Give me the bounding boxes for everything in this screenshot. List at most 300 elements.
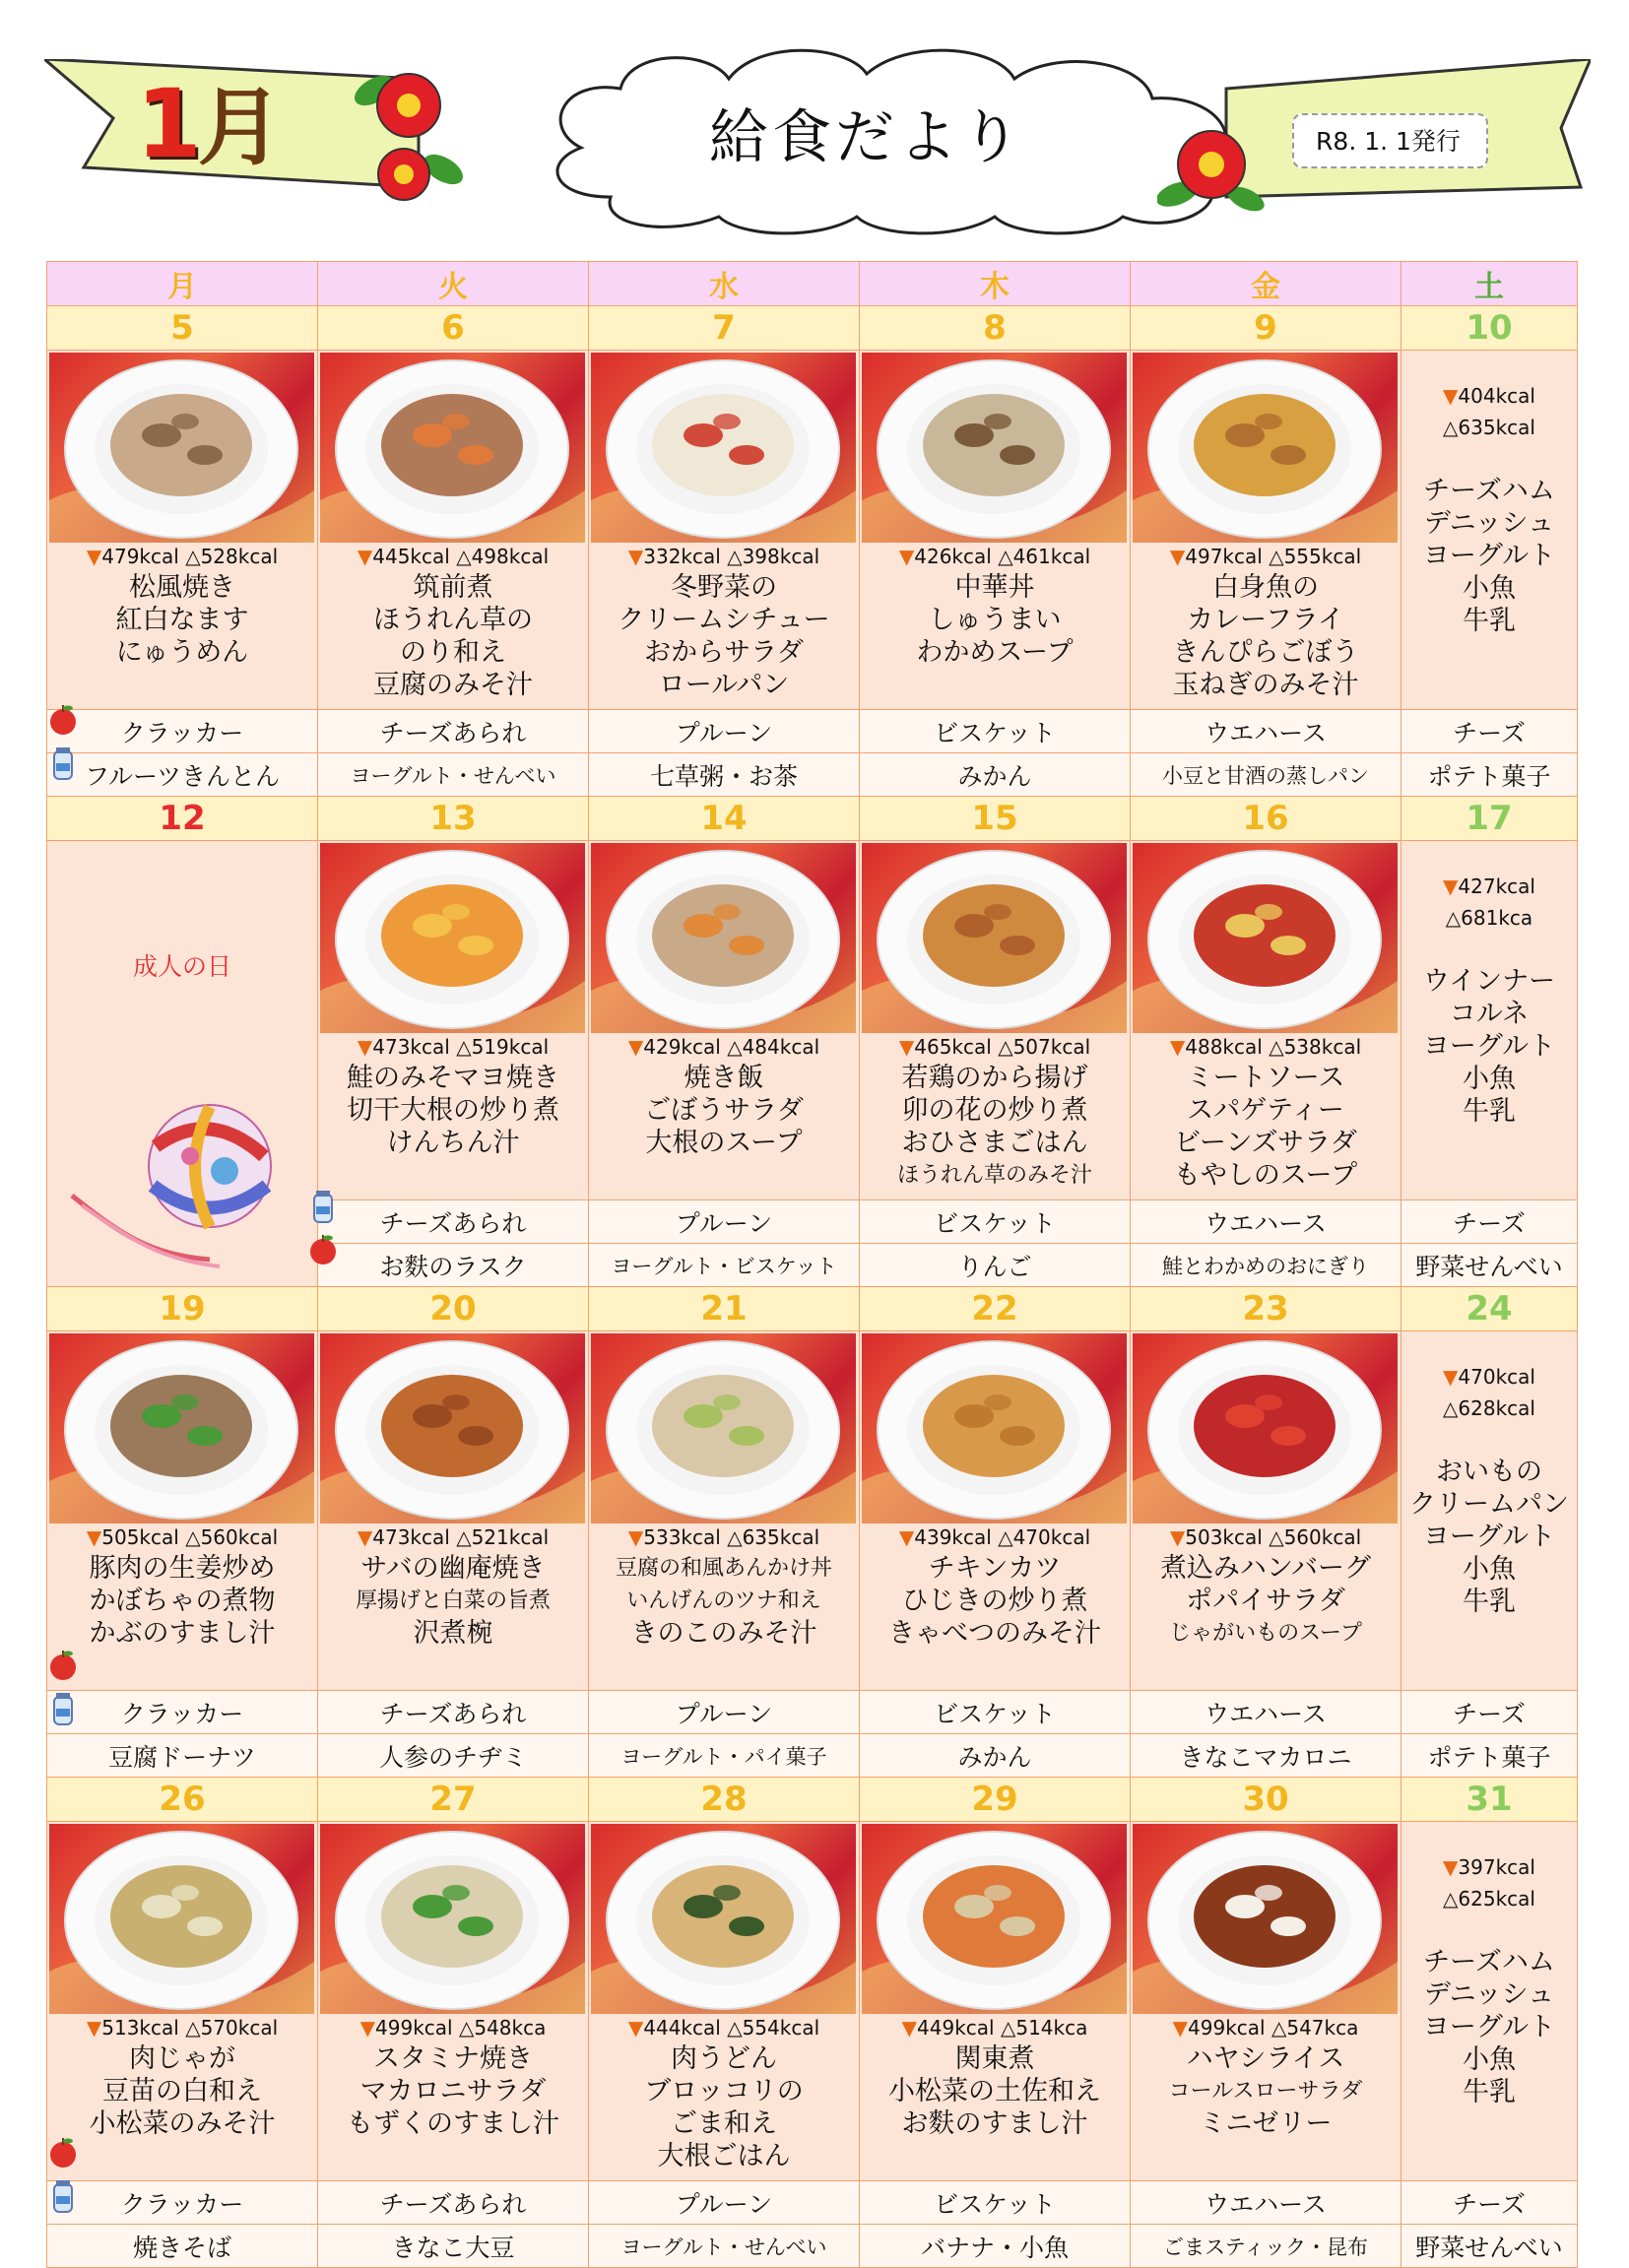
month-label bbox=[136, 69, 279, 179]
plate-icon bbox=[591, 353, 856, 543]
snack-item: チーズ bbox=[1401, 1691, 1578, 1734]
apple-icon bbox=[47, 702, 79, 738]
snack-item: りんご bbox=[860, 1244, 1131, 1287]
kcal-range bbox=[318, 1035, 588, 1059]
saturday-cell bbox=[1401, 351, 1578, 710]
saturday-menu bbox=[1401, 1822, 1577, 2108]
dish-list bbox=[860, 1062, 1130, 1192]
morning-snack-row bbox=[47, 1691, 1578, 1734]
kcal-high: △484kcal bbox=[727, 1035, 820, 1059]
kcal-low: ▼533kcal bbox=[627, 1525, 721, 1549]
snack-item: 小豆と甘酒の蒸しパン bbox=[1131, 753, 1401, 797]
meal-cell bbox=[318, 841, 589, 1200]
kcal-high: △570kcal bbox=[185, 2016, 279, 2040]
kcal-high: △528kcal bbox=[185, 545, 279, 568]
kcal-high: △635kcal bbox=[1443, 416, 1535, 439]
snack-item: チーズ bbox=[1401, 710, 1578, 753]
dish-name: 小松菜の土佐和え bbox=[888, 2076, 1101, 2106]
spacer bbox=[1401, 1424, 1577, 1456]
snack-item: プルーン bbox=[589, 1200, 860, 1244]
spacer bbox=[1401, 1914, 1577, 1946]
spacer bbox=[1401, 934, 1577, 965]
dish-name: 卯の花の炒り煮 bbox=[901, 1095, 1088, 1126]
weekday-mon: 月 bbox=[47, 262, 318, 306]
plate-icon bbox=[591, 843, 856, 1033]
meal-cell bbox=[589, 1822, 860, 2181]
meal-cell bbox=[1131, 1822, 1401, 2181]
snack-item: クラッカー bbox=[47, 710, 318, 753]
camellia-icon bbox=[1157, 110, 1266, 228]
milk-bottle-icon bbox=[47, 2178, 79, 2214]
dish-name: ウインナー bbox=[1422, 966, 1556, 997]
snack-item: ウエハース bbox=[1131, 2181, 1401, 2225]
kcal-high: △628kcal bbox=[1443, 1396, 1535, 1420]
snack-item: ウエハース bbox=[1131, 1200, 1401, 1244]
dish-name: マカロニサラダ bbox=[359, 2076, 547, 2106]
dish-name: 牛乳 bbox=[1463, 606, 1516, 636]
snack-item: ビスケット bbox=[860, 1200, 1131, 1244]
weekday-fri: 金 bbox=[1131, 262, 1401, 306]
holiday-cell bbox=[47, 841, 318, 1287]
snack-item: ヨーグルト・ビスケット bbox=[589, 1244, 860, 1287]
dish-name: ビーンズサラダ bbox=[1174, 1128, 1357, 1158]
meal-row bbox=[47, 841, 1578, 1200]
date-number: 12 bbox=[47, 797, 318, 841]
milk-bottle-icon bbox=[307, 1189, 339, 1224]
snack-item: クラッカー bbox=[47, 1691, 318, 1734]
kcal-low: ▼427kcal bbox=[1443, 875, 1535, 898]
kcal-high: △461kcal bbox=[998, 545, 1091, 568]
food-photo bbox=[1133, 843, 1398, 1033]
kcal-range bbox=[860, 2016, 1130, 2040]
snack-item: ビスケット bbox=[860, 1691, 1131, 1734]
date-number: 16 bbox=[1131, 797, 1401, 841]
kcal-low: ▼465kcal bbox=[898, 1035, 992, 1059]
snack-item: ポテト菓子 bbox=[1401, 1734, 1578, 1778]
date-number: 19 bbox=[47, 1287, 318, 1331]
snack-item: ヨーグルト・せんべい bbox=[589, 2225, 860, 2268]
afternoon-snack-row bbox=[47, 753, 1578, 797]
date-number: 20 bbox=[318, 1287, 589, 1331]
dish-name: おひさまごはん bbox=[901, 1128, 1088, 1158]
dish-name: 関東煮 bbox=[954, 2043, 1035, 2074]
dish-name: ヨーグルト bbox=[1422, 1031, 1556, 1062]
kcal-range bbox=[1131, 2016, 1401, 2040]
kcal-range bbox=[318, 1525, 588, 1549]
dish-name: 豆腐のみそ汁 bbox=[373, 670, 533, 700]
food-photo bbox=[862, 843, 1127, 1033]
dish-name: 牛乳 bbox=[1463, 1587, 1516, 1617]
meal-cell bbox=[860, 841, 1131, 1200]
plate-icon bbox=[1133, 843, 1398, 1033]
kcal-low: ▼488kcal bbox=[1169, 1035, 1263, 1059]
dish-name: きゃべつのみそ汁 bbox=[888, 1618, 1101, 1649]
dish-name: きのこのみそ汁 bbox=[630, 1618, 817, 1649]
dish-list bbox=[589, 1552, 859, 1650]
kcal-range bbox=[860, 1525, 1130, 1549]
plate-icon bbox=[320, 1333, 585, 1523]
snack-item: みかん bbox=[860, 753, 1131, 797]
dish-name: 牛乳 bbox=[1463, 2077, 1516, 2107]
food-photo bbox=[1133, 1824, 1398, 2014]
date-number: 28 bbox=[589, 1778, 860, 1822]
dish-name: けんちん汁 bbox=[386, 1128, 520, 1158]
food-photo bbox=[591, 353, 856, 543]
meal-cell bbox=[860, 1331, 1131, 1691]
snack-item: プルーン bbox=[589, 710, 860, 753]
spacer bbox=[1401, 443, 1577, 475]
snack-item: ポテト菓子 bbox=[1401, 753, 1578, 797]
food-photo bbox=[1133, 353, 1398, 543]
dish-name: 厚揚げと白菜の旨煮 bbox=[355, 1588, 551, 1613]
meal-row bbox=[47, 1822, 1578, 2181]
kcal-high: △470kcal bbox=[998, 1525, 1091, 1549]
kcal-low: ▼332kcal bbox=[627, 545, 721, 568]
date-number: 21 bbox=[589, 1287, 860, 1331]
kcal-low: ▼473kcal bbox=[357, 1035, 450, 1059]
snack-item: きなこ大豆 bbox=[318, 2225, 589, 2268]
kcal-low: ▼429kcal bbox=[627, 1035, 721, 1059]
food-photo bbox=[862, 1824, 1127, 2014]
kcal-range bbox=[589, 545, 859, 568]
dish-name: かぶのすまし汁 bbox=[89, 1618, 276, 1649]
milk-bottle-icon bbox=[47, 745, 79, 781]
dish-name: ひじきの炒り煮 bbox=[901, 1586, 1088, 1616]
meal-cell bbox=[860, 1822, 1131, 2181]
page-title: 給食だより bbox=[709, 103, 1024, 172]
dish-name: 豆苗の白和え bbox=[102, 2076, 262, 2106]
dish-name: かぼちゃの煮物 bbox=[89, 1586, 276, 1616]
dish-name: ブロッコリの bbox=[644, 2076, 804, 2106]
meal-cell bbox=[589, 841, 860, 1200]
dish-list bbox=[318, 1552, 588, 1650]
meal-cell bbox=[318, 1331, 589, 1691]
snack-item: チーズあられ bbox=[318, 1200, 589, 1244]
dish-name: 玉ねぎのみそ汁 bbox=[1172, 670, 1359, 700]
kcal-high: △521kcal bbox=[456, 1525, 550, 1549]
food-photo bbox=[862, 1333, 1127, 1523]
morning-snack-row bbox=[47, 710, 1578, 753]
saturday-menu bbox=[1401, 351, 1577, 637]
kcal-high: △560kcal bbox=[185, 1525, 279, 1549]
dish-name: きんぴらごぼう bbox=[1172, 637, 1359, 668]
dish-name: ヨーグルト bbox=[1422, 2012, 1556, 2042]
snack-item: チーズ bbox=[1401, 1200, 1578, 1244]
date-number: 24 bbox=[1401, 1287, 1578, 1331]
month-number: 1 bbox=[136, 69, 198, 179]
dish-list bbox=[1131, 571, 1401, 701]
dish-name: ごま和え bbox=[671, 2108, 777, 2139]
meal-cell bbox=[1131, 1331, 1401, 1691]
dish-name: ヨーグルト bbox=[1422, 1522, 1556, 1552]
kcal-high: △625kcal bbox=[1443, 1887, 1535, 1911]
dish-name: 鮭のみそマヨ焼き bbox=[347, 1063, 559, 1093]
kcal-range bbox=[318, 2016, 588, 2040]
kcal-low: ▼426kcal bbox=[898, 545, 992, 568]
holiday-label: 成人の日 bbox=[132, 952, 231, 981]
plate-icon bbox=[862, 843, 1127, 1033]
date-number: 7 bbox=[589, 306, 860, 351]
plate-icon bbox=[320, 353, 585, 543]
kcal-high: △519kcal bbox=[456, 1035, 550, 1059]
date-row bbox=[47, 1778, 1578, 1822]
plate-icon bbox=[320, 1824, 585, 2014]
apple-icon bbox=[47, 1648, 79, 1683]
dish-name: 筑前煮 bbox=[413, 572, 493, 603]
dish-name: 牛乳 bbox=[1463, 1096, 1516, 1127]
milk-bottle-icon bbox=[47, 1691, 79, 1726]
dish-list bbox=[318, 571, 588, 701]
date-row bbox=[47, 797, 1578, 841]
dish-name: わかめスープ bbox=[916, 637, 1074, 668]
dish-name: チーズハム bbox=[1423, 476, 1555, 506]
snack-item: ウエハース bbox=[1131, 1691, 1401, 1734]
snack-item: 人参のチヂミ bbox=[318, 1734, 589, 1778]
weekday-wed: 水 bbox=[589, 262, 860, 306]
food-photo bbox=[862, 353, 1127, 543]
date-number: 31 bbox=[1401, 1778, 1578, 1822]
morning-snack-row bbox=[47, 2181, 1578, 2225]
dish-name: 大根ごはん bbox=[657, 2141, 791, 2171]
dish-name: にゅうめん bbox=[115, 637, 249, 668]
dish-name: 肉うどん bbox=[671, 2043, 777, 2074]
snack-item: チーズあられ bbox=[318, 710, 589, 753]
dish-name: もずくのすまし汁 bbox=[347, 2108, 559, 2139]
kcal-low: ▼439kcal bbox=[898, 1525, 992, 1549]
saturday-cell bbox=[1401, 841, 1578, 1200]
date-row bbox=[47, 1287, 1578, 1331]
kcal-high: △548kca bbox=[458, 2016, 547, 2040]
header-banner bbox=[0, 0, 1629, 256]
snack-item: ビスケット bbox=[860, 710, 1131, 753]
meal-cell bbox=[589, 1331, 860, 1691]
kcal-high: △681kca bbox=[1445, 906, 1533, 930]
snack-item: チーズあられ bbox=[318, 2181, 589, 2225]
kcal-range bbox=[1131, 1035, 1401, 1059]
weekday-sat: 土 bbox=[1401, 262, 1578, 306]
dish-name: スタミナ焼き bbox=[373, 2043, 533, 2074]
dish-name: スパゲティー bbox=[1187, 1095, 1344, 1126]
dish-list bbox=[47, 2042, 317, 2140]
dish-name: ミートソース bbox=[1186, 1063, 1345, 1093]
kcal-low: ▼470kcal bbox=[1443, 1365, 1535, 1389]
kcal-low: ▼505kcal bbox=[86, 1525, 179, 1549]
dish-name: デニッシュ bbox=[1423, 1979, 1555, 2010]
snack-item: 豆腐ドーナツ bbox=[47, 1734, 318, 1778]
snack-item: ヨーグルト・せんべい bbox=[318, 753, 589, 797]
date-number: 29 bbox=[860, 1778, 1131, 1822]
kcal-low: ▼503kcal bbox=[1169, 1525, 1263, 1549]
plate-icon bbox=[1133, 1333, 1398, 1523]
date-number: 9 bbox=[1131, 306, 1401, 351]
food-photo bbox=[591, 843, 856, 1033]
snack-item: きなこマカロニ bbox=[1131, 1734, 1401, 1778]
dish-name: じゃがいものスープ bbox=[1169, 1621, 1362, 1646]
kcal-low: ▼499kcal bbox=[359, 2016, 453, 2040]
dish-list bbox=[860, 2042, 1130, 2140]
dish-name: 中華丼 bbox=[954, 572, 1035, 603]
kcal-low: ▼473kcal bbox=[357, 1525, 450, 1549]
kcal-high: △498kcal bbox=[456, 545, 550, 568]
dish-name: 紅白なます bbox=[115, 605, 249, 635]
kcal-low: ▼397kcal bbox=[1443, 1855, 1535, 1879]
kcal-low: ▼404kcal bbox=[1443, 384, 1535, 408]
plate-icon bbox=[1133, 1824, 1398, 2014]
kcal-high: △398kcal bbox=[727, 545, 820, 568]
kcal-range bbox=[589, 2016, 859, 2040]
dish-name: チキンカツ bbox=[928, 1553, 1062, 1584]
saturday-menu bbox=[1401, 1331, 1577, 1618]
saturday-menu bbox=[1401, 841, 1577, 1128]
dish-list bbox=[589, 571, 859, 701]
snack-item: 野菜せんべい bbox=[1401, 1244, 1578, 1287]
meal-row bbox=[47, 1331, 1578, 1691]
meal-cell bbox=[589, 351, 860, 710]
dish-name: 大根のスープ bbox=[645, 1128, 803, 1158]
dish-name: ミニゼリー bbox=[1199, 2108, 1333, 2139]
dish-name: デニッシュ bbox=[1423, 508, 1555, 539]
dish-name: 沢煮椀 bbox=[413, 1618, 493, 1649]
date-number: 30 bbox=[1131, 1778, 1401, 1822]
dish-list bbox=[589, 2042, 859, 2172]
kcal-range bbox=[47, 545, 317, 568]
date-number: 15 bbox=[860, 797, 1131, 841]
meal-cell bbox=[860, 351, 1131, 710]
dish-name: 切干大根の炒り煮 bbox=[347, 1095, 559, 1126]
dish-name: お麩のすまし汁 bbox=[901, 2108, 1088, 2139]
camellia-icon bbox=[350, 51, 468, 209]
kcal-low: ▼445kcal bbox=[357, 545, 450, 568]
temari-ball-icon bbox=[62, 1087, 279, 1274]
kcal-low: ▼513kcal bbox=[86, 2016, 179, 2040]
food-photo bbox=[49, 1824, 314, 2014]
plate-icon bbox=[862, 353, 1127, 543]
meal-cell bbox=[47, 1822, 318, 2181]
snack-item: 鮭とわかめのおにぎり bbox=[1131, 1244, 1401, 1287]
dish-name: 松風焼き bbox=[129, 572, 235, 603]
dish-name: おからサラダ bbox=[644, 637, 804, 668]
dish-name: クリームシチュー bbox=[618, 605, 830, 635]
snack-item: チーズあられ bbox=[318, 1691, 589, 1734]
meal-cell bbox=[47, 1331, 318, 1691]
dish-name: 豆腐の和風あんかけ丼 bbox=[615, 1556, 832, 1581]
dish-name: のり和え bbox=[400, 637, 506, 668]
plate-icon bbox=[1133, 353, 1398, 543]
food-photo bbox=[320, 843, 585, 1033]
dish-name: 冬野菜の bbox=[671, 572, 777, 603]
kcal-low: ▼444kcal bbox=[627, 2016, 721, 2040]
dish-name: いんげんのツナ和え bbox=[626, 1588, 821, 1613]
snack-item: ビスケット bbox=[860, 2181, 1131, 2225]
kcal-low: ▼479kcal bbox=[86, 545, 179, 568]
afternoon-snack-row bbox=[47, 1734, 1578, 1778]
kcal-low: ▼497kcal bbox=[1169, 545, 1263, 568]
dish-name: 小魚 bbox=[1463, 1554, 1516, 1585]
plate-icon bbox=[591, 1824, 856, 2014]
kcal-high: △514kca bbox=[1000, 2016, 1088, 2040]
dish-list bbox=[47, 1552, 317, 1650]
snack-item: 七草粥・お茶 bbox=[589, 753, 860, 797]
kcal-high: △547kca bbox=[1271, 2016, 1359, 2040]
dish-list bbox=[860, 1552, 1130, 1650]
kcal-range bbox=[860, 1035, 1130, 1059]
food-photo bbox=[320, 1333, 585, 1523]
food-photo bbox=[320, 1824, 585, 2014]
plate-icon bbox=[862, 1824, 1127, 2014]
kcal-range bbox=[589, 1035, 859, 1059]
dish-name: コルネ bbox=[1449, 999, 1530, 1029]
date-number: 26 bbox=[47, 1778, 318, 1822]
weekday-tue: 火 bbox=[318, 262, 589, 306]
dish-name: サバの幽庵焼き bbox=[360, 1553, 546, 1584]
kcal-high: △560kcal bbox=[1269, 1525, 1362, 1549]
dish-list bbox=[860, 571, 1130, 669]
dish-name: 小魚 bbox=[1463, 1064, 1516, 1094]
kcal-range bbox=[47, 1525, 317, 1549]
weekday-thu: 木 bbox=[860, 262, 1131, 306]
snack-item: プルーン bbox=[589, 2181, 860, 2225]
meal-cell bbox=[1131, 841, 1401, 1200]
plate-icon bbox=[591, 1333, 856, 1523]
snack-item: プルーン bbox=[589, 1691, 860, 1734]
date-number: 22 bbox=[860, 1287, 1131, 1331]
dish-name: もやしのスープ bbox=[1173, 1160, 1358, 1191]
food-photo bbox=[49, 353, 314, 543]
dish-name: ごぼうサラダ bbox=[644, 1095, 804, 1126]
food-photo bbox=[320, 353, 585, 543]
date-number: 8 bbox=[860, 306, 1131, 351]
dish-list bbox=[1131, 1062, 1401, 1192]
dish-list bbox=[1131, 2042, 1401, 2140]
food-photo bbox=[49, 1333, 314, 1523]
kcal-range bbox=[47, 2016, 317, 2040]
kcal-low: ▼449kcal bbox=[901, 2016, 995, 2040]
kcal-range bbox=[318, 545, 588, 568]
kcal-range bbox=[589, 1525, 859, 1549]
date-number: 14 bbox=[589, 797, 860, 841]
dish-name: 小松菜のみそ汁 bbox=[89, 2108, 276, 2139]
dish-list bbox=[589, 1062, 859, 1159]
dish-name: 小魚 bbox=[1463, 573, 1516, 604]
dish-name: ほうれん草のみそ汁 bbox=[896, 1163, 1092, 1188]
snack-item: クラッカー bbox=[47, 2181, 318, 2225]
dish-name: コールスローサラダ bbox=[1168, 2079, 1363, 2104]
snack-item: お麩のラスク bbox=[318, 1244, 589, 1287]
date-number: 10 bbox=[1401, 306, 1578, 351]
dish-name: 肉じゃが bbox=[129, 2043, 235, 2074]
kcal-low: ▼499kcal bbox=[1172, 2016, 1266, 2040]
dish-name: 若鶏のから揚げ bbox=[901, 1063, 1088, 1093]
snack-item: ごまスティック・昆布 bbox=[1131, 2225, 1401, 2268]
plate-icon bbox=[49, 1824, 314, 2014]
date-number: 17 bbox=[1401, 797, 1578, 841]
date-row bbox=[47, 306, 1578, 351]
dish-name: ほうれん草の bbox=[373, 605, 533, 635]
kcal-high: △635kcal bbox=[727, 1525, 820, 1549]
plate-icon bbox=[49, 353, 314, 543]
snack-item: ヨーグルト・パイ菓子 bbox=[589, 1734, 860, 1778]
meal-row bbox=[47, 351, 1578, 710]
snack-item: 野菜せんべい bbox=[1401, 2225, 1578, 2268]
snack-item: チーズ bbox=[1401, 2181, 1578, 2225]
food-photo bbox=[591, 1824, 856, 2014]
dish-name: 煮込みハンバーグ bbox=[1159, 1553, 1372, 1584]
plate-icon bbox=[49, 1333, 314, 1523]
dish-name: 小魚 bbox=[1463, 2044, 1516, 2075]
food-photo bbox=[1133, 1333, 1398, 1523]
dish-name: ヨーグルト bbox=[1422, 541, 1556, 571]
date-number: 27 bbox=[318, 1778, 589, 1822]
